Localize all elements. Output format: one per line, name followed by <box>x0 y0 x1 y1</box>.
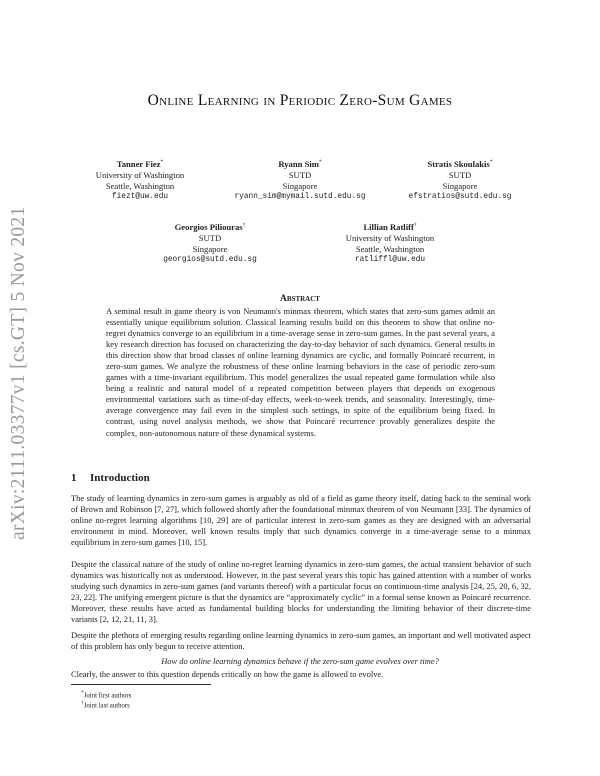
author-name: Ryann Sim <box>278 158 319 169</box>
research-question: How do online learning dynamics behave if the zero-sum game evolves over time? <box>161 656 439 666</box>
author-affiliation: SUTD <box>448 169 472 180</box>
author-mark: † <box>242 222 246 228</box>
abstract-heading: Abstract <box>280 294 320 304</box>
author-mark: * <box>489 159 493 165</box>
author-affiliation: SUTD <box>198 232 222 243</box>
body-paragraph: Despite the classical nature of the study of online no-regret learning dynamics in zero-sum games, the actual transient behavior of such dynamics was historically not as understood. However, in the past several years this topic has gained attention with a number of works studying such dynamics in zero-sum games (and variants thereof) with a particular focus on continuous-time analysis [24, 25, 20, 6, 32, 23, 22]. The unifying emergent picture is that the dynamics are “approximately cyclic” in a formal sense known as Poincaré recurrence. Moreover, these results have acted as fundamental building blocks for understanding the limiting behavior of their discrete-time variants [2, 12, 21, 11, 3]. <box>71 559 531 625</box>
author-block <box>380 157 540 203</box>
author-block <box>70 157 210 203</box>
footnote-text: Joint first authors <box>83 692 132 700</box>
author-location: Seattle, Washington <box>355 243 425 254</box>
footnote-text: Joint last authors <box>83 702 130 710</box>
author-email: efstratios@sutd.edu.sg <box>408 192 512 201</box>
footnote-mark: † <box>81 700 84 706</box>
author-block <box>210 157 390 203</box>
author-location: Singapore <box>442 180 478 191</box>
body-paragraph: The study of learning dynamics in zero-sum games is arguably as old of a field as game theory itself, dating back to the seminal work of Brown and Robinson [7, 27], which followed shortly after the foundational minmax theorem of von Neumann [33]. The dynamics of online no-regret learning algorithms [10, 29] are of particular interest in zero-sum games as they are designed with an adversarial environment in mind. Moreover, well known results imply that such dynamics converge in a time-average sense to a minmax equilibrium in zero-sum games [10, 15]. <box>71 493 531 548</box>
author-name: Tanner Fiez <box>116 158 161 169</box>
section-title: Introduction <box>90 472 150 484</box>
arxiv-identifier-stamp: arXiv:2111.03377v1 [cs.GT] 5 Nov 2021 <box>8 206 29 540</box>
author-affiliation: University of Washington <box>95 169 185 180</box>
author-email: georgios@sutd.edu.sg <box>163 255 257 264</box>
author-email: ryann_sim@mymail.sutd.edu.sg <box>234 192 366 201</box>
author-location: Seattle, Washington <box>105 180 175 191</box>
footnote-mark: * <box>81 690 84 696</box>
author-location: Singapore <box>282 180 318 191</box>
author-email: fiezt@uw.edu <box>111 192 169 201</box>
paper-title: Online Learning in Periodic Zero-Sum Games <box>147 92 453 109</box>
author-name: Lillian Ratliff <box>363 221 414 232</box>
author-location: Singapore <box>192 243 228 254</box>
section-heading <box>71 472 150 484</box>
author-mark: † <box>413 222 417 228</box>
author-email: ratliffl@uw.edu <box>354 255 426 264</box>
body-paragraph: Despite the plethora of emerging results regarding online learning dynamics in zero-sum games, an important and well motivated aspect of this problem has only begun to receive attention. <box>71 630 531 652</box>
author-name: Stratis Skoulakis <box>427 158 490 169</box>
author-name: Georgios Piliouras <box>174 221 243 232</box>
author-block <box>320 220 460 266</box>
author-mark: * <box>318 159 322 165</box>
section-number: 1 <box>71 472 77 484</box>
body-paragraph: Clearly, the answer to this question depends critically on how the game is allowed to evolve. <box>71 669 384 679</box>
abstract-text: A seminal result in game theory is von Neumann's minmax theorem, which states that zero-sum games admit an essentially unique equilibrium solution. Classical learning results build on this theorem to show that online no-regret dynamics converge to an equilibrium in a time-average sense in zero-sum games. In the past several years, a key research direction has focused on characterizing the day-to-day behavior of such dynamics. General results in this direction show that broad classes of online learning dynamics are cyclic, and formally Poincaré recurrent, in zero-sum games. We analyze the robustness of these online learning behaviors in the case of periodic zero-sum games with a time-invariant equilibrium. This model generalizes the usual repeated game formulation while also being a realistic and natural model of a repeated competition between players that depends on exogenous environmental variations such as time-of-day effects, week-to-week trends, and seasonality. Interestingly, time-average convergence may fail even in the simplest such settings, in spite of the equilibrium being fixed. In contrast, using novel analysis methods, we show that Poincaré recurrence provably generalizes despite the complex, non-autonomous nature of these dynamical systems. <box>106 306 495 438</box>
author-block <box>140 220 280 266</box>
footnote <box>81 698 130 711</box>
author-affiliation: University of Washington <box>345 232 435 243</box>
author-mark: * <box>160 159 164 165</box>
author-affiliation: SUTD <box>288 169 312 180</box>
footnote-divider <box>71 684 211 685</box>
